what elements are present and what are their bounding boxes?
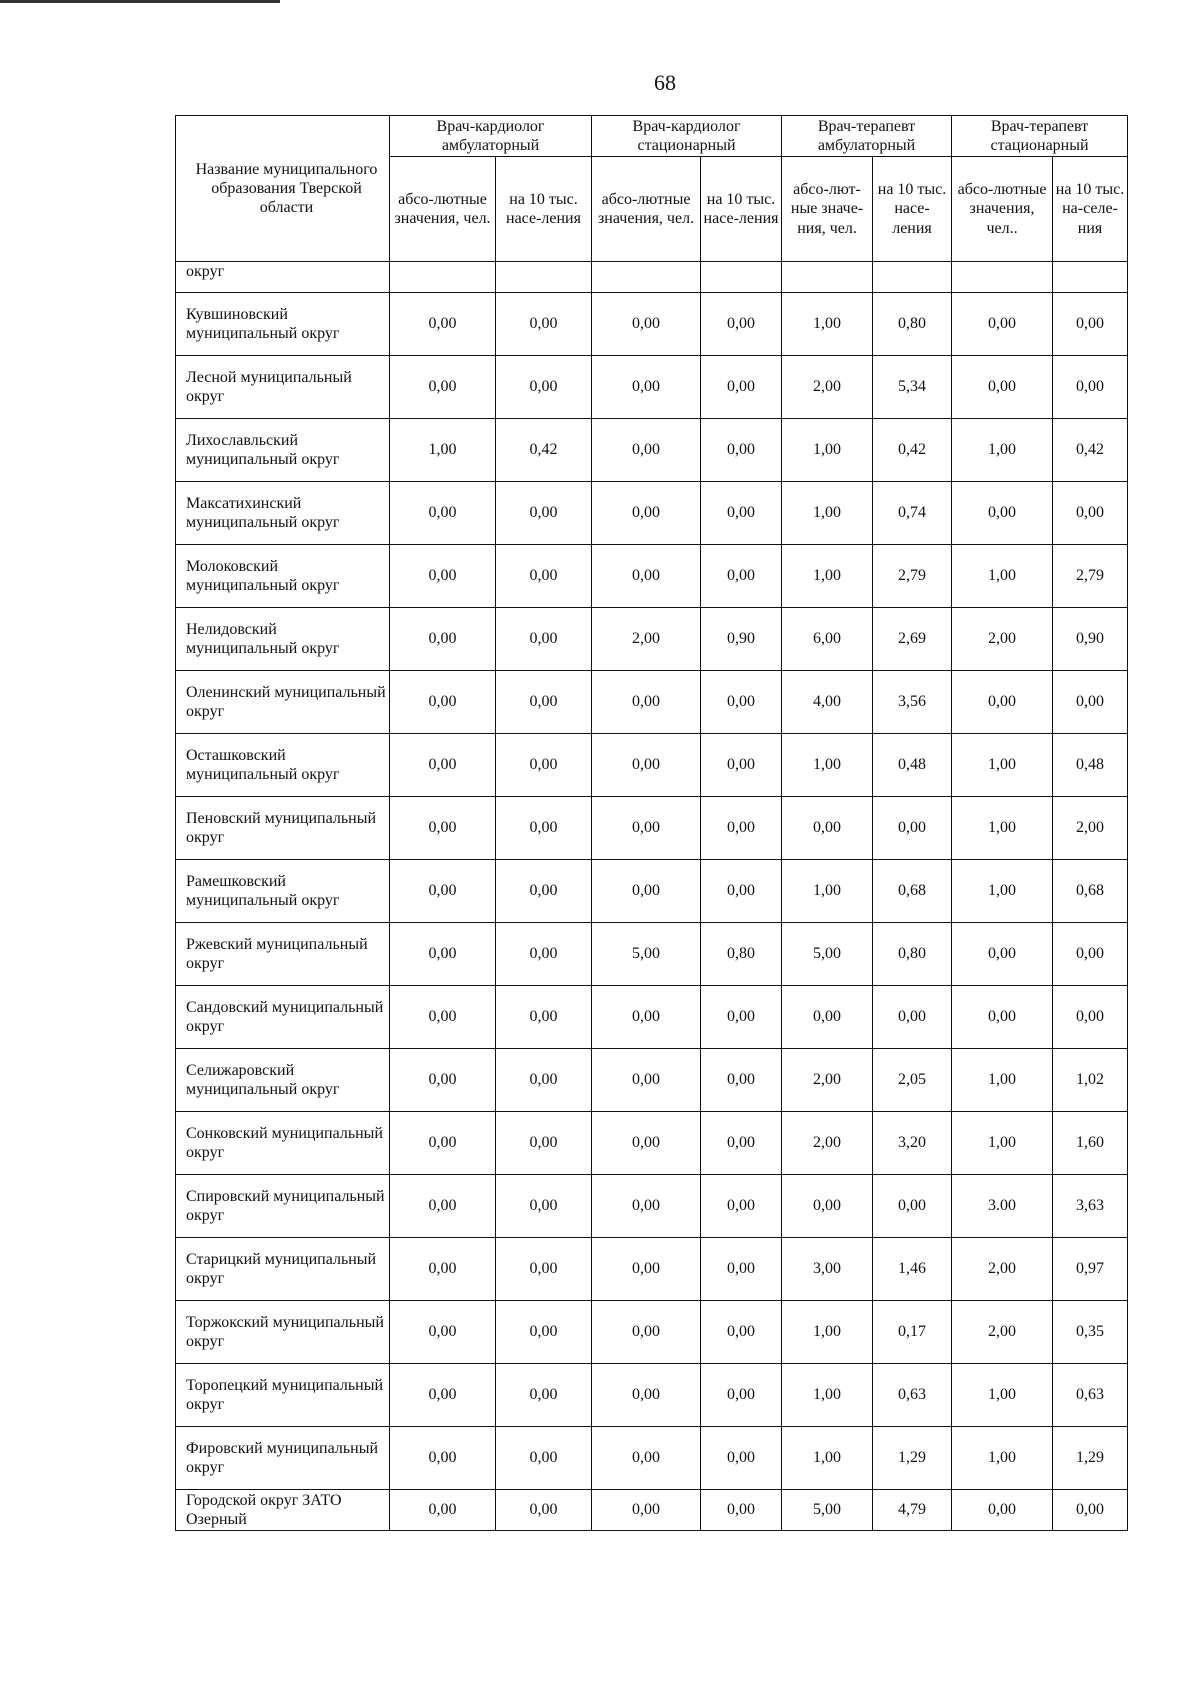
cell-cardio-amb-abs: 0,00 <box>390 1175 496 1238</box>
cell-cardio-amb-abs: 0,00 <box>390 734 496 797</box>
cell-cardio-amb-abs: 0,00 <box>390 293 496 356</box>
cell-cardio-amb-per10k: 0,00 <box>496 608 592 671</box>
cell-cardio-amb-per10k: 0,00 <box>496 1238 592 1301</box>
empty-cell <box>592 262 701 293</box>
cell-therap-stat-per10k: 0,97 <box>1053 1238 1128 1301</box>
cell-cardio-stat-per10k: 0,00 <box>701 482 782 545</box>
cell-therap-stat-abs: 0,00 <box>952 1490 1053 1531</box>
cell-therap-amb-per10k: 0,48 <box>873 734 952 797</box>
cell-therap-amb-abs: 1,00 <box>782 482 873 545</box>
cell-cardio-stat-abs: 0,00 <box>592 1112 701 1175</box>
cell-therap-amb-abs: 5,00 <box>782 923 873 986</box>
row-name: Сандовский муниципальный округ <box>176 986 390 1049</box>
cell-therap-amb-abs: 6,00 <box>782 608 873 671</box>
cell-therap-stat-abs: 1,00 <box>952 419 1053 482</box>
cell-cardio-amb-per10k: 0,00 <box>496 797 592 860</box>
cell-cardio-stat-per10k: 0,90 <box>701 608 782 671</box>
cell-therap-stat-abs: 0,00 <box>952 482 1053 545</box>
cell-therap-amb-abs: 2,00 <box>782 1049 873 1112</box>
table-row <box>176 1490 1128 1531</box>
cell-therap-stat-per10k: 0,00 <box>1053 986 1128 1049</box>
row-name: Селижаровский муниципальный округ <box>176 1049 390 1112</box>
cell-cardio-amb-abs: 0,00 <box>390 1301 496 1364</box>
cell-therap-stat-per10k: 0,00 <box>1053 1490 1128 1531</box>
cell-therap-amb-abs: 1,00 <box>782 545 873 608</box>
cell-cardio-stat-abs: 0,00 <box>592 1301 701 1364</box>
cell-therap-amb-abs: 1,00 <box>782 734 873 797</box>
row-name: Спировский муниципальный округ <box>176 1175 390 1238</box>
cell-therap-amb-abs: 1,00 <box>782 1427 873 1490</box>
cell-therap-stat-abs: 1,00 <box>952 860 1053 923</box>
row-name: Сонковский муниципальный округ <box>176 1112 390 1175</box>
empty-cell <box>496 262 592 293</box>
cell-cardio-stat-abs: 0,00 <box>592 671 701 734</box>
table-row-continuation <box>176 262 1128 293</box>
cell-cardio-stat-per10k: 0,00 <box>701 797 782 860</box>
row-name: Молоковский муниципальный округ <box>176 545 390 608</box>
cell-therap-amb-abs: 2,00 <box>782 356 873 419</box>
cell-cardio-amb-abs: 0,00 <box>390 545 496 608</box>
cell-cardio-stat-abs: 0,00 <box>592 545 701 608</box>
cell-therap-stat-abs: 2,00 <box>952 608 1053 671</box>
cell-therap-amb-abs: 0,00 <box>782 986 873 1049</box>
cell-cardio-amb-per10k: 0,00 <box>496 1049 592 1112</box>
cell-cardio-stat-per10k: 0,00 <box>701 1301 782 1364</box>
cell-therap-amb-per10k: 0,68 <box>873 860 952 923</box>
header-sub-absolute: абсо-лютные значения, чел. <box>390 157 496 262</box>
cell-cardio-stat-per10k: 0,00 <box>701 1175 782 1238</box>
cell-cardio-stat-abs: 0,00 <box>592 482 701 545</box>
header-group-cardiologist-outpatient: Врач-кардиолог амбулаторный <box>390 116 592 157</box>
cell-therap-amb-abs: 3,00 <box>782 1238 873 1301</box>
table-row <box>176 419 1128 482</box>
header-sub-per-10k: на 10 тыс. на-селе-ния <box>1053 157 1128 262</box>
cell-cardio-amb-abs: 1,00 <box>390 419 496 482</box>
cell-therap-stat-abs: 0,00 <box>952 923 1053 986</box>
header-sub-per-10k: на 10 тыс. насе-ления <box>701 157 782 262</box>
cell-therap-amb-per10k: 2,79 <box>873 545 952 608</box>
cell-cardio-amb-abs: 0,00 <box>390 671 496 734</box>
cell-cardio-stat-abs: 0,00 <box>592 1238 701 1301</box>
cell-therap-stat-per10k: 0,00 <box>1053 482 1128 545</box>
cell-therap-amb-abs: 0,00 <box>782 797 873 860</box>
cell-therap-amb-per10k: 2,69 <box>873 608 952 671</box>
row-name: округ <box>176 262 390 293</box>
cell-cardio-amb-per10k: 0,00 <box>496 986 592 1049</box>
cell-cardio-amb-per10k: 0,00 <box>496 1364 592 1427</box>
cell-therap-stat-abs: 1,00 <box>952 797 1053 860</box>
cell-cardio-amb-abs: 0,00 <box>390 797 496 860</box>
cell-cardio-stat-abs: 0,00 <box>592 986 701 1049</box>
cell-therap-amb-per10k: 1,46 <box>873 1238 952 1301</box>
cell-cardio-amb-abs: 0,00 <box>390 1490 496 1531</box>
cell-cardio-stat-abs: 0,00 <box>592 1175 701 1238</box>
header-sub-absolute: абсо-лютные значения, чел.. <box>952 157 1053 262</box>
scan-artifact-line <box>0 0 280 3</box>
table-row <box>176 1364 1128 1427</box>
cell-cardio-stat-per10k: 0,00 <box>701 1238 782 1301</box>
cell-therap-amb-per10k: 0,74 <box>873 482 952 545</box>
row-name: Старицкий муниципальный округ <box>176 1238 390 1301</box>
cell-cardio-stat-per10k: 0,00 <box>701 860 782 923</box>
cell-therap-amb-abs: 1,00 <box>782 419 873 482</box>
table-row <box>176 1238 1128 1301</box>
cell-therap-stat-abs: 0,00 <box>952 986 1053 1049</box>
cell-therap-stat-per10k: 0,00 <box>1053 923 1128 986</box>
cell-therap-amb-per10k: 0,17 <box>873 1301 952 1364</box>
cell-therap-stat-per10k: 0,42 <box>1053 419 1128 482</box>
cell-cardio-stat-abs: 0,00 <box>592 797 701 860</box>
cell-therap-amb-abs: 1,00 <box>782 1301 873 1364</box>
table-row <box>176 986 1128 1049</box>
cell-cardio-stat-per10k: 0,80 <box>701 923 782 986</box>
row-name: Ржевский муниципальный округ <box>176 923 390 986</box>
staffing-table <box>175 115 1128 1531</box>
row-name: Городской округ ЗАТО Озерный <box>176 1490 390 1531</box>
cell-cardio-stat-per10k: 0,00 <box>701 419 782 482</box>
cell-cardio-stat-per10k: 0,00 <box>701 1112 782 1175</box>
table-row <box>176 545 1128 608</box>
cell-cardio-amb-abs: 0,00 <box>390 482 496 545</box>
cell-cardio-amb-per10k: 0,00 <box>496 1427 592 1490</box>
cell-cardio-stat-per10k: 0,00 <box>701 1364 782 1427</box>
table-row <box>176 356 1128 419</box>
cell-cardio-stat-per10k: 0,00 <box>701 671 782 734</box>
row-name: Лесной муниципальный округ <box>176 356 390 419</box>
cell-therap-stat-abs: 1,00 <box>952 1364 1053 1427</box>
cell-therap-stat-abs: 0,00 <box>952 293 1053 356</box>
cell-cardio-stat-per10k: 0,00 <box>701 545 782 608</box>
cell-therap-stat-per10k: 1,02 <box>1053 1049 1128 1112</box>
cell-cardio-amb-per10k: 0,00 <box>496 293 592 356</box>
table-row <box>176 293 1128 356</box>
cell-therap-stat-abs: 3.00 <box>952 1175 1053 1238</box>
cell-therap-amb-per10k: 0,80 <box>873 293 952 356</box>
header-group-therapist-inpatient: Врач-терапевт стационарный <box>952 116 1128 157</box>
cell-cardio-amb-per10k: 0,00 <box>496 545 592 608</box>
cell-cardio-stat-per10k: 0,00 <box>701 293 782 356</box>
cell-therap-amb-per10k: 5,34 <box>873 356 952 419</box>
cell-cardio-stat-per10k: 0,00 <box>701 734 782 797</box>
cell-cardio-amb-abs: 0,00 <box>390 860 496 923</box>
cell-therap-stat-abs: 0,00 <box>952 356 1053 419</box>
empty-cell <box>390 262 496 293</box>
cell-cardio-amb-abs: 0,00 <box>390 356 496 419</box>
cell-cardio-stat-per10k: 0,00 <box>701 1427 782 1490</box>
table-row <box>176 1427 1128 1490</box>
row-name: Лихославльский муниципальный округ <box>176 419 390 482</box>
cell-cardio-stat-per10k: 0,00 <box>701 356 782 419</box>
empty-cell <box>1053 262 1128 293</box>
cell-therap-stat-abs: 1,00 <box>952 1112 1053 1175</box>
cell-therap-stat-per10k: 0,48 <box>1053 734 1128 797</box>
cell-cardio-amb-per10k: 0,00 <box>496 671 592 734</box>
cell-therap-amb-per10k: 3,20 <box>873 1112 952 1175</box>
cell-therap-stat-abs: 2,00 <box>952 1238 1053 1301</box>
table-row <box>176 1301 1128 1364</box>
cell-cardio-stat-per10k: 0,00 <box>701 1049 782 1112</box>
cell-therap-stat-per10k: 0,68 <box>1053 860 1128 923</box>
cell-cardio-amb-per10k: 0,00 <box>496 860 592 923</box>
cell-therap-stat-abs: 1,00 <box>952 545 1053 608</box>
cell-therap-stat-per10k: 1,29 <box>1053 1427 1128 1490</box>
cell-therap-stat-abs: 1,00 <box>952 1427 1053 1490</box>
row-name: Торопецкий муниципальный округ <box>176 1364 390 1427</box>
cell-therap-stat-abs: 2,00 <box>952 1301 1053 1364</box>
cell-therap-amb-per10k: 4,79 <box>873 1490 952 1531</box>
cell-therap-stat-per10k: 2,79 <box>1053 545 1128 608</box>
cell-cardio-stat-per10k: 0,00 <box>701 1490 782 1531</box>
cell-cardio-stat-abs: 0,00 <box>592 293 701 356</box>
cell-therap-stat-per10k: 0,00 <box>1053 671 1128 734</box>
table-row <box>176 734 1128 797</box>
cell-therap-amb-abs: 4,00 <box>782 671 873 734</box>
header-sub-absolute: абсо-лют-ные значе-ния, чел. <box>782 157 873 262</box>
row-name: Оленинский муниципальный округ <box>176 671 390 734</box>
cell-cardio-amb-abs: 0,00 <box>390 923 496 986</box>
table-row <box>176 1175 1128 1238</box>
cell-cardio-stat-abs: 2,00 <box>592 608 701 671</box>
header-group-cardiologist-inpatient: Врач-кардиолог стационарный <box>592 116 782 157</box>
cell-cardio-amb-per10k: 0,00 <box>496 1490 592 1531</box>
page-number: 68 <box>654 70 676 95</box>
empty-cell <box>952 262 1053 293</box>
cell-therap-amb-abs: 1,00 <box>782 293 873 356</box>
cell-therap-stat-per10k: 1,60 <box>1053 1112 1128 1175</box>
cell-therap-amb-per10k: 0,80 <box>873 923 952 986</box>
cell-cardio-amb-per10k: 0,00 <box>496 356 592 419</box>
table-row <box>176 797 1128 860</box>
cell-therap-amb-abs: 1,00 <box>782 1364 873 1427</box>
cell-therap-amb-abs: 1,00 <box>782 860 873 923</box>
table-row <box>176 482 1128 545</box>
table-row <box>176 860 1128 923</box>
cell-cardio-stat-abs: 5,00 <box>592 923 701 986</box>
cell-therap-amb-per10k: 0,00 <box>873 1175 952 1238</box>
cell-cardio-amb-abs: 0,00 <box>390 1049 496 1112</box>
cell-therap-stat-abs: 1,00 <box>952 1049 1053 1112</box>
cell-cardio-stat-abs: 0,00 <box>592 734 701 797</box>
header-sub-absolute: абсо-лютные значения, чел. <box>592 157 701 262</box>
empty-cell <box>701 262 782 293</box>
row-name: Кувшиновский муниципальный округ <box>176 293 390 356</box>
cell-therap-amb-per10k: 1,29 <box>873 1427 952 1490</box>
cell-therap-amb-per10k: 0,42 <box>873 419 952 482</box>
empty-cell <box>873 262 952 293</box>
table-row <box>176 1049 1128 1112</box>
cell-cardio-stat-abs: 0,00 <box>592 1427 701 1490</box>
cell-cardio-stat-abs: 0,00 <box>592 860 701 923</box>
header-group-therapist-outpatient: Врач-терапевт амбулаторный <box>782 116 952 157</box>
cell-therap-stat-per10k: 0,35 <box>1053 1301 1128 1364</box>
cell-cardio-amb-abs: 0,00 <box>390 1112 496 1175</box>
cell-therap-stat-per10k: 0,00 <box>1053 293 1128 356</box>
cell-therap-stat-per10k: 2,00 <box>1053 797 1128 860</box>
cell-cardio-amb-abs: 0,00 <box>390 1427 496 1490</box>
cell-therap-amb-per10k: 3,56 <box>873 671 952 734</box>
cell-therap-amb-abs: 2,00 <box>782 1112 873 1175</box>
cell-therap-amb-abs: 0,00 <box>782 1175 873 1238</box>
cell-cardio-stat-abs: 0,00 <box>592 419 701 482</box>
empty-cell <box>782 262 873 293</box>
cell-cardio-amb-per10k: 0,00 <box>496 1112 592 1175</box>
cell-therap-stat-per10k: 0,63 <box>1053 1364 1128 1427</box>
table-row <box>176 923 1128 986</box>
header-sub-per-10k: на 10 тыс. насе-ления <box>496 157 592 262</box>
cell-cardio-stat-per10k: 0,00 <box>701 986 782 1049</box>
row-name: Пеновский муниципальный округ <box>176 797 390 860</box>
cell-therap-stat-per10k: 0,90 <box>1053 608 1128 671</box>
row-name: Фировский муниципальный округ <box>176 1427 390 1490</box>
cell-cardio-stat-abs: 0,00 <box>592 1364 701 1427</box>
row-name: Осташковский муниципальный округ <box>176 734 390 797</box>
row-name: Рамешковский муниципальный округ <box>176 860 390 923</box>
cell-cardio-stat-abs: 0,00 <box>592 356 701 419</box>
cell-therap-amb-per10k: 0,63 <box>873 1364 952 1427</box>
cell-cardio-stat-abs: 0,00 <box>592 1490 701 1531</box>
table-row <box>176 608 1128 671</box>
header-name-column: Название муниципального образования Тверской области <box>176 116 390 262</box>
row-name: Максатихинский муниципальный округ <box>176 482 390 545</box>
row-name: Торжокский муниципальный округ <box>176 1301 390 1364</box>
row-name: Нелидовский муниципальный округ <box>176 608 390 671</box>
table-row <box>176 671 1128 734</box>
cell-cardio-amb-per10k: 0,00 <box>496 482 592 545</box>
cell-therap-amb-abs: 5,00 <box>782 1490 873 1531</box>
cell-cardio-amb-per10k: 0,00 <box>496 923 592 986</box>
cell-cardio-amb-abs: 0,00 <box>390 986 496 1049</box>
cell-cardio-amb-abs: 0,00 <box>390 608 496 671</box>
cell-therap-stat-per10k: 0,00 <box>1053 356 1128 419</box>
table-row <box>176 1112 1128 1175</box>
cell-cardio-amb-abs: 0,00 <box>390 1238 496 1301</box>
cell-therap-stat-per10k: 3,63 <box>1053 1175 1128 1238</box>
cell-therap-amb-per10k: 0,00 <box>873 986 952 1049</box>
header-sub-per-10k: на 10 тыс. насе-ления <box>873 157 952 262</box>
cell-therap-stat-abs: 0,00 <box>952 671 1053 734</box>
cell-cardio-amb-per10k: 0,00 <box>496 734 592 797</box>
cell-therap-amb-per10k: 2,05 <box>873 1049 952 1112</box>
cell-cardio-amb-per10k: 0,42 <box>496 419 592 482</box>
cell-therap-amb-per10k: 0,00 <box>873 797 952 860</box>
cell-cardio-amb-per10k: 0,00 <box>496 1175 592 1238</box>
cell-cardio-amb-per10k: 0,00 <box>496 1301 592 1364</box>
cell-cardio-amb-abs: 0,00 <box>390 1364 496 1427</box>
cell-therap-stat-abs: 1,00 <box>952 734 1053 797</box>
cell-cardio-stat-abs: 0,00 <box>592 1049 701 1112</box>
